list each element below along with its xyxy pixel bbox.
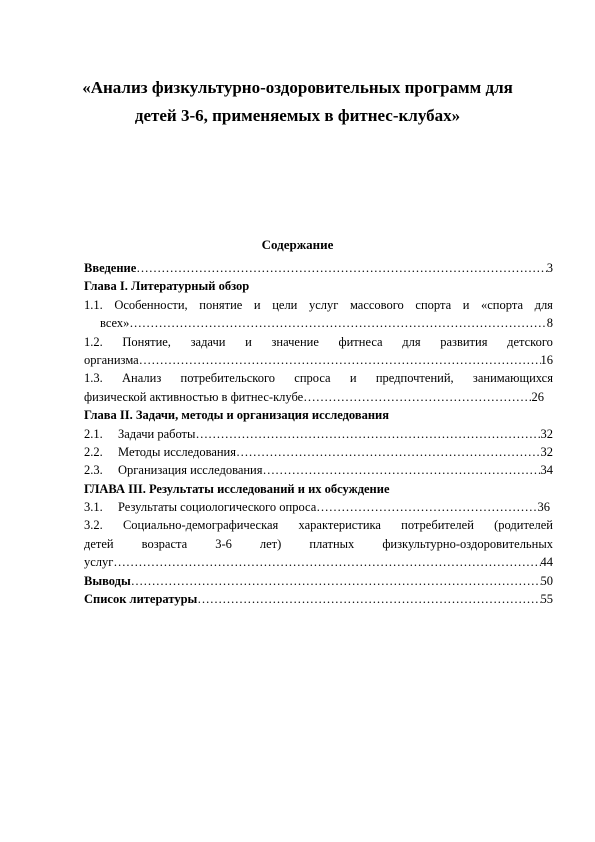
toc-entry-page: 50 (540, 573, 553, 588)
toc-word: Анализ (122, 371, 162, 386)
dot-leader (316, 498, 537, 516)
toc-word: 1.1. (84, 297, 103, 312)
toc-entry-label: услуг (84, 555, 114, 570)
dot-leader (136, 259, 546, 277)
toc-word: Понятие, (122, 334, 171, 349)
toc-entry-label: физической активностью в фитнес-клубе (84, 389, 304, 404)
toc-word: спроса (294, 371, 331, 386)
toc-entry-label: Введение (84, 261, 137, 275)
toc-entry-number: 2.1. (84, 426, 103, 441)
toc-word: занимающихся (472, 371, 553, 386)
toc-word: понятие (199, 297, 243, 312)
toc-word: и (245, 334, 252, 349)
toc-word: лет) (259, 536, 282, 551)
toc-entry-page: 32 (540, 444, 553, 459)
toc-entry-1-1-line-1 (84, 296, 553, 314)
dot-leader (197, 590, 540, 608)
toc-entry-page: 36 (537, 500, 550, 515)
toc-word: значение (271, 334, 319, 349)
dot-leader (131, 572, 541, 590)
toc-entry-label-group (84, 443, 236, 461)
toc-word: фитнеса (338, 334, 383, 349)
toc-word: для (402, 334, 421, 349)
toc-word: характеристика (298, 518, 381, 533)
toc-entry-2-3 (84, 461, 553, 479)
toc-word: и (462, 297, 470, 312)
toc-entry-label: Организация исследования (118, 463, 263, 478)
toc-word: и (349, 371, 357, 386)
toc-entry-2-2 (84, 443, 553, 461)
toc-entry-intro (84, 259, 553, 277)
table-of-contents (84, 259, 553, 608)
toc-word: потребительского (180, 371, 276, 386)
toc-entry-label: Результаты социологического опроса (118, 500, 317, 515)
toc-entry-label: Выводы (84, 573, 131, 588)
toc-entry-label: Задачи работы (118, 426, 196, 441)
toc-word: задачи (190, 334, 226, 349)
toc-word: потребителей (401, 518, 474, 533)
toc-entry-1-1-line-2 (84, 314, 553, 332)
toc-chapter-3 (84, 480, 553, 498)
toc-word: Особенности, (114, 297, 188, 312)
toc-entry-label-group (84, 461, 263, 479)
toc-chapter-1 (84, 277, 553, 295)
toc-word: предпочтений, (375, 371, 454, 386)
toc-entry-3-1 (84, 498, 550, 516)
toc-word: возраста (141, 536, 188, 551)
toc-chapter-label: Глава II. Задачи, методы и организация исследования (84, 408, 390, 423)
toc-entry-label-group (84, 425, 195, 443)
toc-word: 1.2. (84, 334, 103, 349)
toc-entry-1-3-line-2 (84, 388, 544, 406)
dot-leader (195, 425, 540, 443)
toc-word: Социально-демографическая (122, 518, 279, 533)
toc-entry-conclusions (84, 572, 553, 590)
toc-entry-label: всех» (100, 316, 130, 331)
toc-entry-1-2-line-1 (84, 333, 553, 351)
toc-entry-3-2-line-2 (84, 535, 553, 553)
toc-entry-page: 34 (540, 463, 553, 478)
dot-leader (236, 443, 541, 461)
toc-entry-page: 3 (546, 261, 553, 275)
toc-word: цели (272, 297, 298, 312)
toc-word: «спорта (481, 297, 523, 312)
toc-heading: Содержание (261, 237, 334, 252)
dot-leader (129, 314, 546, 332)
dot-leader (263, 461, 541, 479)
toc-entry-number: 2.3. (84, 463, 103, 478)
toc-entry-2-1 (84, 425, 553, 443)
dot-leader (303, 388, 531, 406)
toc-word: платных (309, 536, 355, 551)
toc-word: детского (507, 334, 553, 349)
toc-word: услуг (308, 297, 339, 312)
toc-word: массового (349, 297, 404, 312)
toc-entry-3-2-line-1 (84, 516, 553, 534)
toc-entry-number: 2.2. (84, 444, 103, 459)
toc-entry-page: 55 (540, 592, 553, 607)
document-title (60, 74, 535, 130)
toc-entry-page: 44 (540, 555, 553, 570)
toc-word: 3-6 (215, 536, 232, 551)
dot-leader (139, 351, 541, 369)
toc-entry-page: 8 (546, 316, 553, 331)
title-line-1: «Анализ физкультурно-оздоровительных программ для (82, 78, 513, 97)
toc-entry-page: 16 (540, 352, 553, 367)
toc-entry-1-3-line-1 (84, 369, 553, 387)
toc-entry-label: организма (84, 352, 139, 367)
toc-word: (родителей (494, 518, 553, 533)
toc-word: и (253, 297, 261, 312)
toc-entry-references (84, 590, 553, 608)
toc-entry-3-2-line-3 (84, 553, 553, 571)
toc-chapter-label: Глава I. Литературный обзор (84, 279, 250, 294)
toc-word: для (534, 297, 553, 312)
toc-word: спорта (415, 297, 452, 312)
toc-word: 3.2. (84, 518, 103, 533)
toc-word: физкультурно-оздоровительных (382, 536, 553, 551)
toc-entry-page: 32 (540, 426, 553, 441)
toc-entry-page: 26 (531, 389, 544, 404)
toc-word: 1.3. (84, 371, 103, 386)
toc-entry-label-group (84, 498, 316, 516)
toc-entry-label: Методы исследования (118, 444, 236, 459)
dot-leader (113, 553, 540, 571)
toc-word: развития (440, 334, 488, 349)
toc-word: детей (84, 536, 114, 551)
toc-chapter-2 (84, 406, 553, 424)
toc-entry-number: 3.1. (84, 500, 103, 515)
toc-chapter-label: ГЛАВА III. Результаты исследований и их обсуждение (84, 481, 390, 496)
toc-entry-label: Список литературы (84, 592, 198, 607)
title-line-2: детей 3-6, применяемых в фитнес-клубах» (134, 106, 461, 125)
toc-entry-1-2-line-2 (84, 351, 553, 369)
